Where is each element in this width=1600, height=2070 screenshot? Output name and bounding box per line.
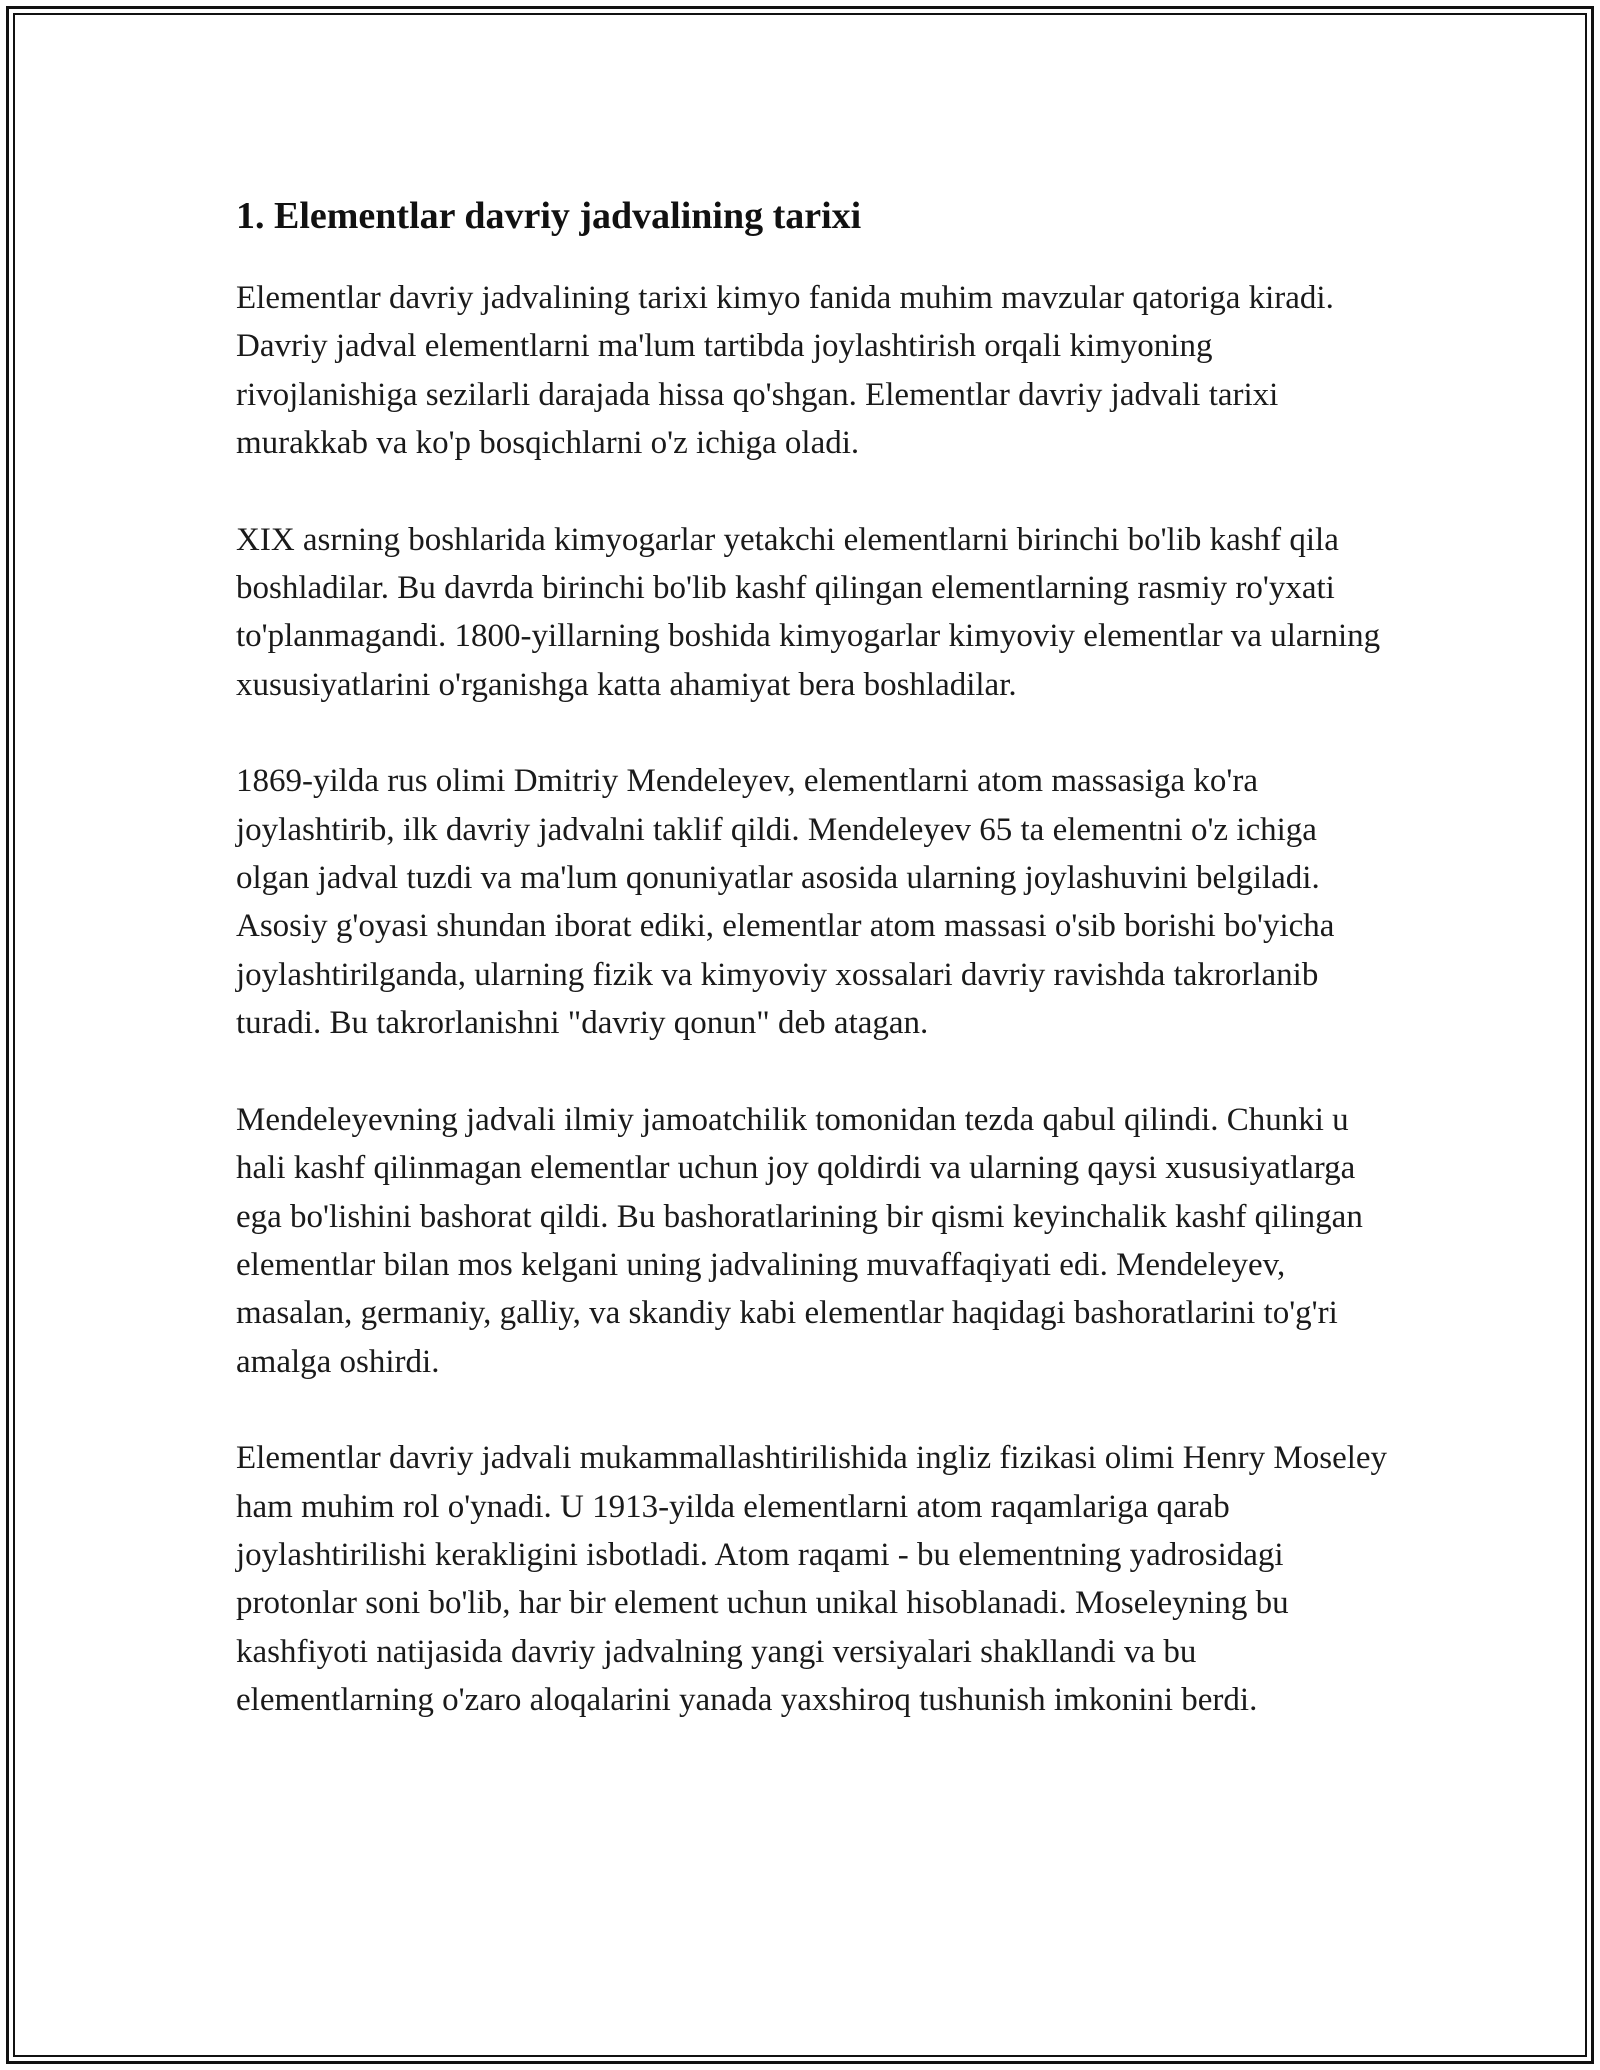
paragraph-moseley: Elementlar davriy jadvali mukammallashtirilishida ingliz fizikasi olimi Henry Moseley ham muhim rol o'ynadi. U 1913-yilda elementlarni atom raqamlariga qarab joylashtirilishi kerakligini isbotladi. Atom raqami - bu elementning yadrosidagi protonlar soni bo'lib, har bir element uchun unikal hisoblanadi. Moseleyning bu kashfiyoti natijasida davriy jadvalning yangi versiyalari shakllandi va bu elementlarning o'zaro aloqalarini yanada yaxshiroq tushunish imkonini berdi. (236, 1440, 1388, 1719)
section-heading: 1. Elementlar davriy jadvalining tarixi (236, 195, 862, 237)
paragraph-19th-century: XIX asrning boshlarida kimyogarlar yetakchi elementlarni birinchi bo'lib kashf qila boshladilar. Bu davrda birinchi bo'lib kashf qilingan elementlarning rasmiy ro'yxati to'planmagandi. 1800-yillarning boshida kimyogarlar kimyoviy elementlar va ularning xususiyatlarini o'rganishga katta ahamiyat bera boshladilar. (236, 521, 1381, 703)
paragraph-intro: Elementlar davriy jadvalining tarixi kimyo fanida muhim mavzular qatoriga kiradi. Davriy jadval elementlarni ma'lum tartibda joylashtirish orqali kimyoning rivojlanishiga sezilarli darajada hissa qo'shgan. Elementlar davriy jadvali tarixi murakkab va ko'p bosqichlarni o'z ichiga oladi. (236, 280, 1334, 462)
paragraph-mendeleyev-reception: Mendeleyevning jadvali ilmiy jamoatchilik tomonidan tezda qabul qilindi. Chunki u hali kashf qilinmagan elementlar uchun joy qoldirdi va ularning qaysi xususiyatlarga ega bo'lishini bashorat qildi. Bu bashoratlarining bir qismi keyinchalik kashf qilingan elementlar bilan mos kelgani uning jadvalining muvaffaqiyati edi. Mendeleyev, masalan, germaniy, galliy, va skandiy kabi elementlar haqidagi bashoratlarini to'g'ri amalga oshirdi. (236, 1101, 1363, 1380)
paragraph-mendeleyev-1869: 1869-yilda rus olimi Dmitriy Mendeleyev, elementlarni atom massasiga ko'ra joylashtirib, ilk davriy jadvalni taklif qildi. Mendeleyev 65 ta elementni o'z ichiga olgan jadval tuzdi va ma'lum qonuniyatlar asosida ularning joylashuvini belgiladi. Asosiy g'oyasi shundan iborat ediki, elementlar atom massasi o'sib borishi bo'yicha joylashtirilganda, ularning fizik va kimyoviy xossalari davriy ravishda takrorlanib turadi. Bu takrorlanishni "davriy qonun" deb atagan. (236, 763, 1335, 1042)
document-body (236, 186, 1396, 1773)
